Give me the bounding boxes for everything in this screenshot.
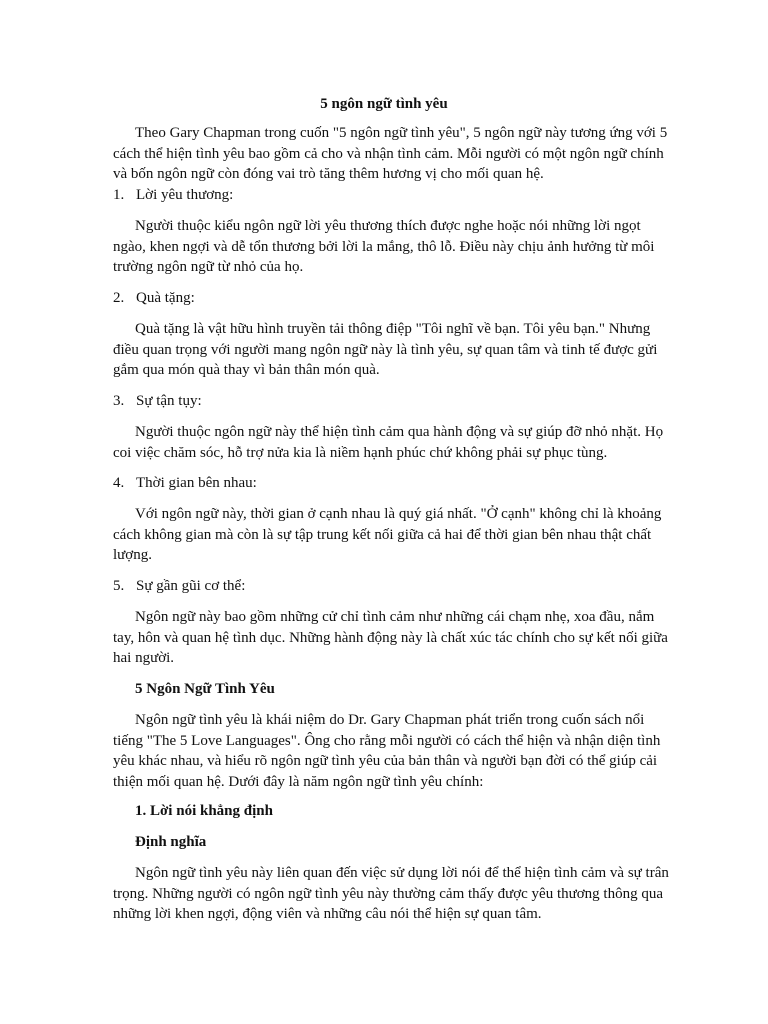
list-item-heading [113, 288, 195, 309]
list-heading-text: Sự tận tụy: [136, 393, 202, 409]
section-intro-paragraph: Ngôn ngữ tình yêu là khái niệm do Dr. Gary Chapman phát triển trong cuốn sách nổi tiếng "The 5 Love Languages". Ông cho rằng mỗi người có cách thể hiện và nhận diện tình yêu khác nhau, và hiểu rõ ngôn ngữ tình yêu của bản thân và người bạn đời có thể giúp cải thiện mối quan hệ. Dưới đây là năm ngôn ngữ tình yêu chính: [113, 712, 661, 790]
list-item-heading [113, 473, 257, 494]
list-item-heading [113, 576, 245, 597]
list-heading-text: Thời gian bên nhau: [136, 475, 257, 491]
definition-paragraph: Ngôn ngữ tình yêu này liên quan đến việc sử dụng lời nói để thể hiện tình cảm và sự trân trọng. Những người có ngôn ngữ tình yêu này thường cảm thấy được yêu thương thông qua những lời khen ngợi, động viên và những câu nói thể hiện sự quan tâm. [113, 865, 669, 922]
list-item-body: Với ngôn ngữ này, thời gian ở cạnh nhau là quý giá nhất. "Ở cạnh" không chỉ là khoảng cách không gian mà còn là sự tập trung kết nối giữa cả hai để thời gian bên nhau thật chất lượng. [113, 506, 662, 563]
list-number: 2. [113, 290, 125, 306]
list-heading-text: Quà tặng: [136, 290, 195, 306]
list-number: 1. [113, 187, 125, 203]
list-heading-text: Lời yêu thương: [136, 187, 234, 203]
list-item-heading [113, 185, 233, 206]
list-number: 4. [113, 475, 125, 491]
list-number: 3. [113, 393, 125, 409]
list-item-body: Ngôn ngữ này bao gồm những cử chỉ tình cảm như những cái chạm nhẹ, xoa đầu, nắm tay, hôn và quan hệ tình dục. Những hành động này là chất xúc tác chính cho sự kết nối giữa hai người. [113, 609, 668, 666]
list-item-body: Quà tặng là vật hữu hình truyền tải thông điệp "Tôi nghĩ về bạn. Tôi yêu bạn." Nhưng điều quan trọng với người mang ngôn ngữ này là tình yêu, sự quan tâm và tinh tế được gửi gắm qua món quà thay vì bản thân món quà. [113, 321, 658, 378]
intro-paragraph: Theo Gary Chapman trong cuốn "5 ngôn ngữ tình yêu", 5 ngôn ngữ này tương ứng với 5 cách thể hiện tình yêu bao gồm cả cho và nhận tình cảm. Mỗi người có một ngôn ngữ chính và bốn ngôn ngữ còn đóng vai trò tăng thêm hương vị cho mối quan hệ. [113, 125, 668, 182]
list-item-body: Người thuộc ngôn ngữ này thể hiện tình cảm qua hành động và sự giúp đỡ nhỏ nhặt. Họ coi việc chăm sóc, hỗ trợ nửa kia là niềm hạnh phúc chứ không phải sự phục tùng. [113, 424, 664, 461]
section-heading: 5 Ngôn Ngữ Tình Yêu [135, 681, 275, 697]
list-number: 5. [113, 578, 125, 594]
document-title: 5 ngôn ngữ tình yêu [320, 96, 448, 112]
definition-label: Định nghĩa [135, 834, 207, 850]
list-item-body: Người thuộc kiểu ngôn ngữ lời yêu thương thích được nghe hoặc nói những lời ngọt ngào, khen ngợi và dễ tổn thương bởi lời la mắng, thô lỗ. Điều này chịu ảnh hưởng từ môi trường ngôn ngữ từ nhỏ của họ. [113, 218, 655, 275]
subsection-heading: 1. Lời nói khẳng định [135, 803, 273, 819]
list-item-heading [113, 391, 202, 412]
list-heading-text: Sự gần gũi cơ thể: [136, 578, 246, 594]
